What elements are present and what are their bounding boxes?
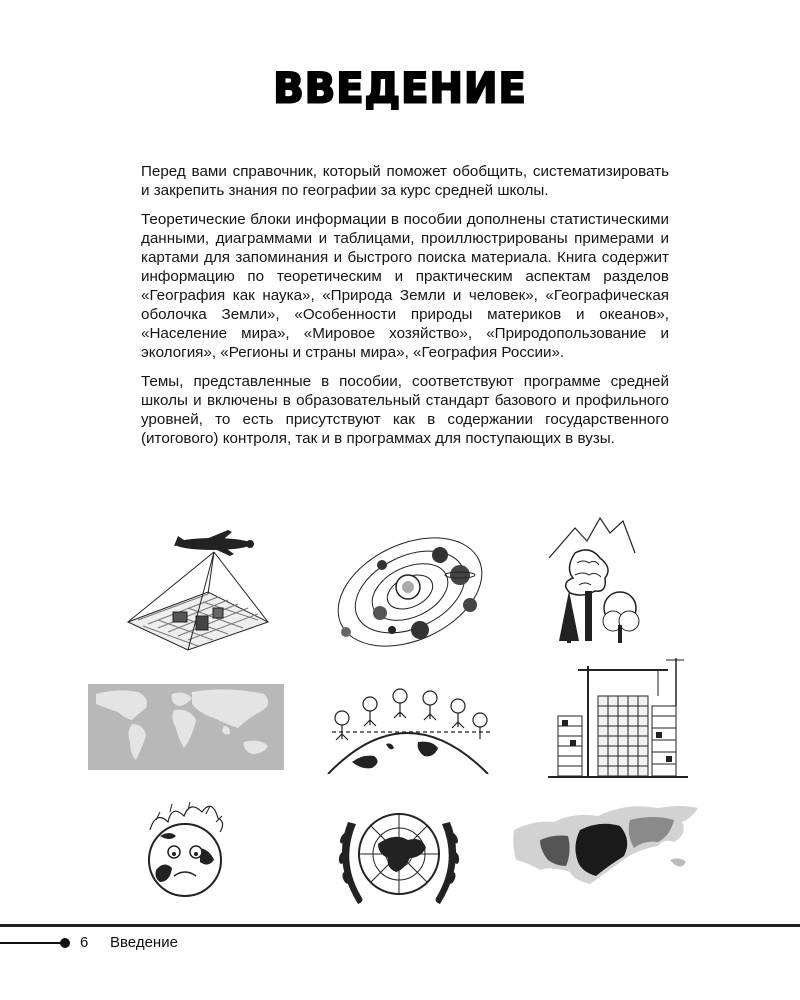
aerial-survey-illustration: [118, 522, 278, 652]
russia-map-illustration: [510, 800, 702, 900]
page-title: ВВЕДЕНИЕ: [273, 64, 527, 114]
footer-bullet-dot: [60, 938, 70, 948]
sad-earth-illustration: [130, 800, 240, 900]
world-map-illustration: [88, 684, 284, 770]
paragraph-3: Темы, представленные в пособии, соответствуют программе средней школы и включены в образовательный стандарт базового и профильного уровней, то есть присутствуют как в содержании государственного (итогового) контроля, так и в программах для поступающих в вузы.: [141, 373, 669, 447]
children-globe-illustration: [322, 682, 492, 774]
solar-system-illustration: [330, 535, 490, 650]
footer-bullet-line: [0, 942, 64, 944]
construction-city-illustration: [548, 656, 688, 780]
paragraph-1: Перед вами справочник, который поможет обобщить, систематизировать и закрепить знания по географии за курс средней школы.: [141, 163, 669, 199]
page-number: 6: [80, 934, 89, 951]
footer-divider: [0, 924, 800, 927]
nature-trees-illustration: [545, 513, 645, 645]
intro-text: [141, 162, 669, 458]
paragraph-2: Теоретические блоки информации в пособии дополнены статистическими данными, диаграммами и таблицами, проиллюстрированы примерами и картами для запоминания и быстрого поиска материала. Книга содержит информацию по теоретическим и практическим аспектам разделов «География как наука», «Природа Земли и человек», «Географическая оболочка Земли», «Особенности природы материков и океанов», «Население мира», «Мировое хозяйство», «Природопользование и экология», «Регионы и страны мира», «География России».: [141, 211, 669, 361]
un-emblem-illustration: [328, 802, 470, 914]
footer-section-title: Введение: [110, 934, 178, 951]
